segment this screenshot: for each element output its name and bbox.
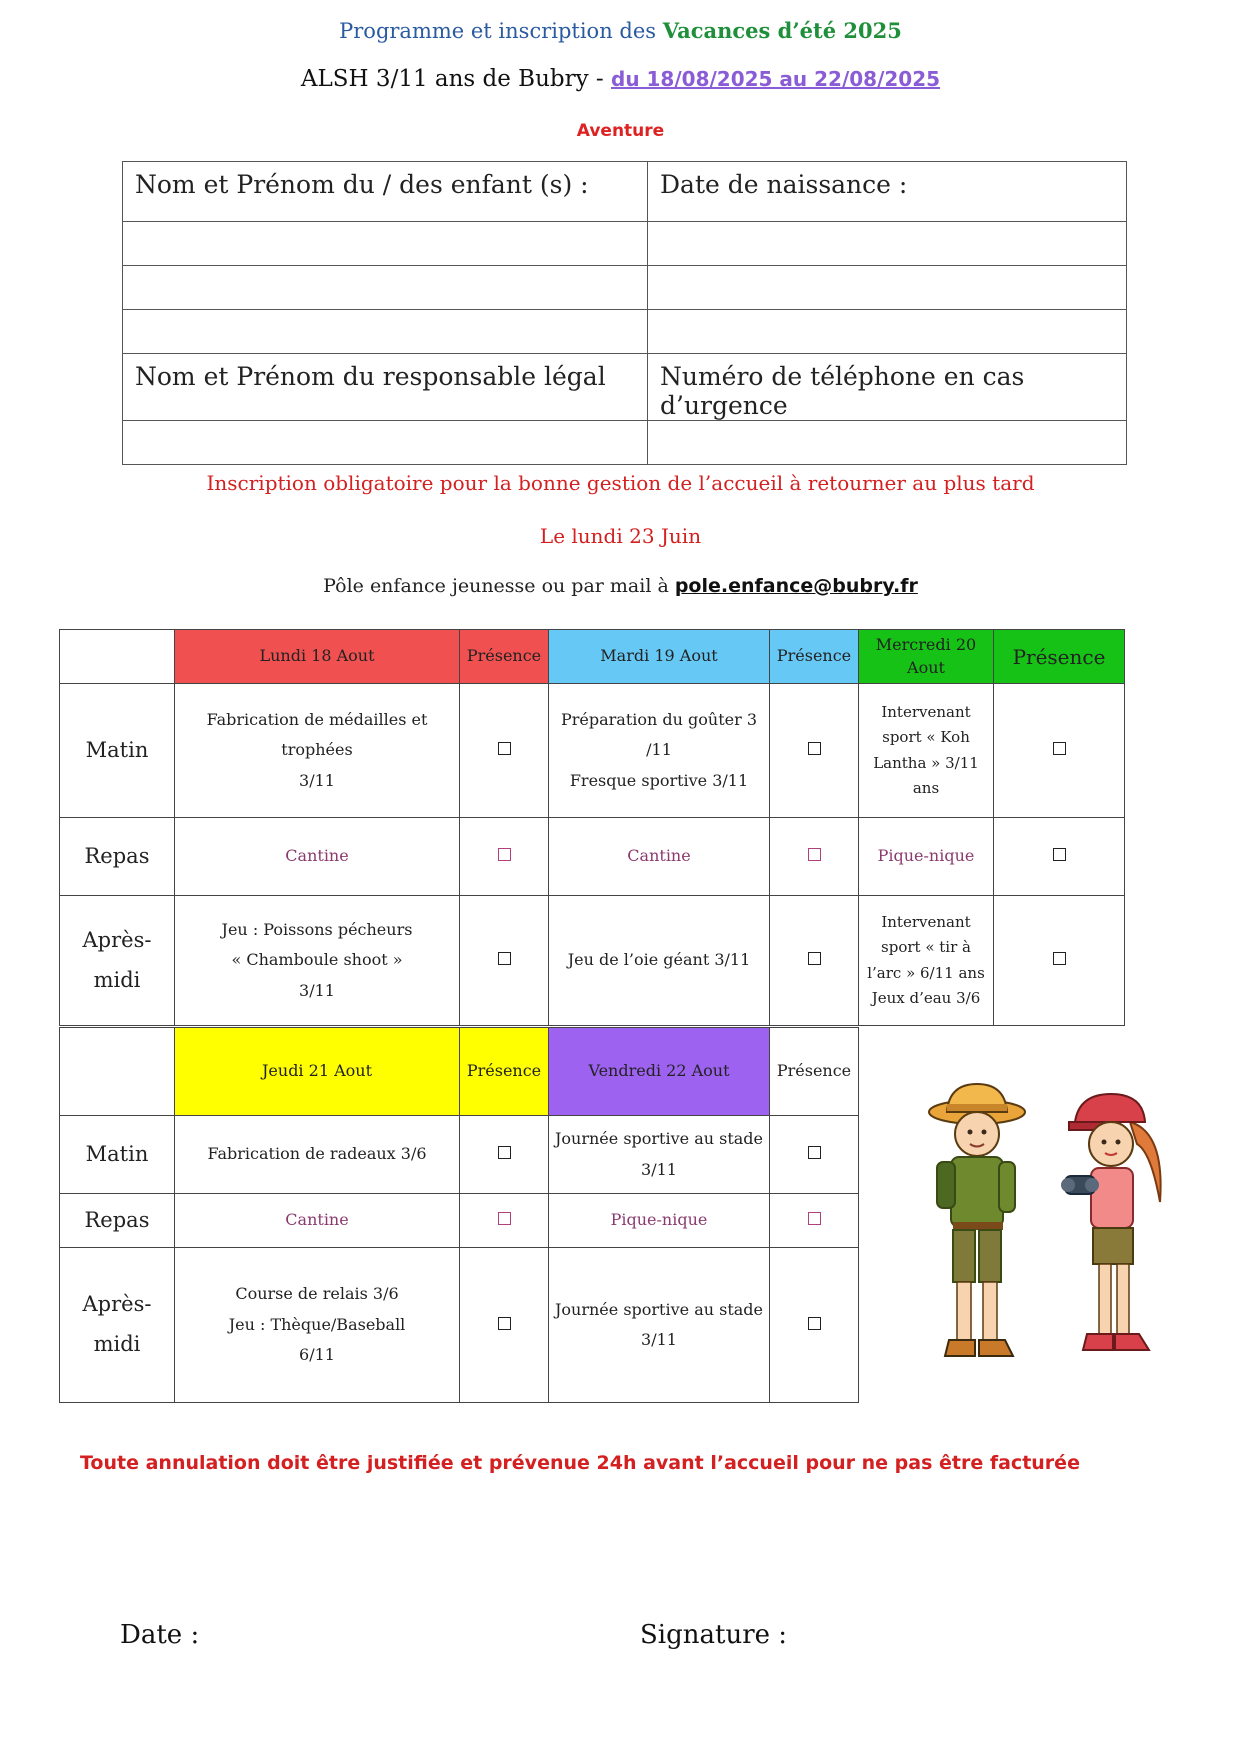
activity-line: 3/11 [299, 980, 335, 1000]
presence-cell [770, 896, 859, 1026]
presence-header: Présence [770, 630, 859, 684]
birth-date-label: Date de naissance : [648, 162, 1127, 222]
activity-line: « Chamboule shoot » [231, 950, 403, 970]
guardian-name-label: Nom et Prénom du responsable légal [123, 354, 648, 421]
presence-cell [460, 896, 549, 1026]
activity-cell [175, 684, 460, 818]
activity-cell [175, 1116, 460, 1194]
activity-line: Jeu de l’oie géant 3/11 [567, 950, 751, 970]
registration-deadline: Le lundi 23 Juin [539, 524, 702, 548]
lunch-cell: Cantine [175, 818, 460, 896]
presence-cell [770, 1194, 859, 1248]
child-name-field[interactable] [123, 266, 648, 310]
activity-line: Jeu : Thèque/Baseball [228, 1314, 406, 1334]
presence-checkbox[interactable] [498, 1317, 511, 1330]
lunch-cell: Cantine [175, 1194, 460, 1248]
birth-date-field[interactable] [648, 222, 1127, 266]
presence-cell [770, 684, 859, 818]
activity-cell [549, 684, 770, 818]
activity-cell [175, 1248, 460, 1403]
period-afternoon: Après-midi [60, 896, 175, 1026]
lunch-cell: Pique-nique [549, 1194, 770, 1248]
contact-line [0, 575, 1241, 597]
presence-checkbox[interactable] [498, 1146, 511, 1159]
title-highlight: Vacances d’été 2025 [662, 18, 902, 43]
presence-cell [770, 1248, 859, 1403]
birth-date-field[interactable] [648, 310, 1127, 354]
identity-table [122, 161, 1127, 465]
theme-label: Aventure [576, 121, 665, 141]
presence-checkbox[interactable] [1053, 848, 1066, 861]
period-afternoon: Après-midi [60, 1248, 175, 1403]
subtitle-text: ALSH 3/11 ans de Bubry - [300, 66, 604, 92]
activity-line: Journée sportive au stade [554, 1129, 764, 1149]
guardian-name-field[interactable] [123, 421, 648, 465]
activity-line: Intervenant sport « Koh Lantha » 3/11 ans [873, 702, 979, 797]
presence-cell [770, 818, 859, 896]
presence-cell [460, 818, 549, 896]
activity-line: Fabrication de médailles et trophées [206, 709, 428, 760]
period-lunch: Repas [60, 1194, 175, 1248]
activity-line: Jeux d’eau 3/6 [871, 989, 981, 1007]
activity-cell [859, 684, 994, 818]
period-lunch: Repas [60, 818, 175, 896]
activity-cell [549, 896, 770, 1026]
activity-cell [175, 896, 460, 1026]
presence-cell [994, 684, 1125, 818]
activity-cell [549, 1116, 770, 1194]
presence-cell [994, 818, 1125, 896]
activity-cell [549, 1248, 770, 1403]
corner-cell [60, 630, 175, 684]
activity-line: 3/11 [299, 770, 335, 790]
activity-line: Préparation du goûter 3 /11 [560, 709, 758, 760]
activity-line: Intervenant sport « tir à l’arc » 6/11 ans [867, 912, 985, 982]
presence-checkbox[interactable] [808, 848, 821, 861]
title-prefix: Programme et inscription des [339, 19, 657, 43]
children-name-label: Nom et Prénom du / des enfant (s) : [123, 162, 648, 222]
activity-line: Fabrication de radeaux 3/6 [207, 1144, 427, 1164]
explorer-kids-illustration [915, 1082, 1185, 1408]
birth-date-field[interactable] [648, 266, 1127, 310]
signature-label: Signature : [640, 1620, 788, 1650]
period-morning: Matin [60, 1116, 175, 1194]
document-subtitle [0, 66, 1241, 92]
presence-cell [460, 684, 549, 818]
document-title [0, 18, 1241, 43]
presence-header: Présence [460, 630, 549, 684]
activity-line: Fresque sportive 3/11 [569, 770, 749, 790]
day-header-friday: Vendredi 22 Aout [549, 1028, 770, 1116]
corner-cell [60, 1028, 175, 1116]
presence-checkbox[interactable] [808, 742, 821, 755]
activity-line: 3/11 [641, 1159, 677, 1179]
activity-line: 3/11 [641, 1330, 677, 1349]
day-header-wednesday: Mercredi 20 Aout [859, 630, 994, 684]
child-name-field[interactable] [123, 310, 648, 354]
presence-checkbox[interactable] [808, 952, 821, 965]
contact-text: Pôle enfance jeunesse ou par mail à [323, 575, 669, 597]
registration-notice: Inscription obligatoire pour la bonne gestion de l’accueil à retourner au plus tard [206, 471, 1035, 495]
schedule-week-1 [59, 629, 1125, 1026]
schedule-week-2 [59, 1027, 859, 1403]
date-label: Date : [120, 1620, 200, 1650]
cancellation-notice: Toute annulation doit être justifiée et prévenue 24h avant l’accueil pour ne pas être facturée [80, 1452, 1080, 1474]
presence-checkbox[interactable] [498, 1212, 511, 1225]
emergency-phone-field[interactable] [648, 421, 1127, 465]
presence-cell [994, 896, 1125, 1026]
day-header-tuesday: Mardi 19 Aout [549, 630, 770, 684]
activity-line: Jeu : Poissons pécheurs [221, 919, 413, 939]
presence-checkbox[interactable] [498, 742, 511, 755]
day-header-monday: Lundi 18 Aout [175, 630, 460, 684]
child-name-field[interactable] [123, 222, 648, 266]
period-morning: Matin [60, 684, 175, 818]
presence-header: Présence [770, 1028, 859, 1116]
date-range: du 18/08/2025 au 22/08/2025 [611, 67, 941, 91]
presence-checkbox[interactable] [808, 1212, 821, 1225]
presence-header: Présence [994, 630, 1125, 684]
activity-cell [859, 896, 994, 1026]
presence-cell [770, 1116, 859, 1194]
presence-cell [460, 1116, 549, 1194]
presence-checkbox[interactable] [1053, 952, 1066, 965]
activity-line: Journée sportive au stade [554, 1299, 764, 1319]
presence-cell [460, 1248, 549, 1403]
presence-header: Présence [460, 1028, 549, 1116]
contact-email-link[interactable]: pole.enfance@bubry.fr [674, 575, 918, 597]
presence-checkbox[interactable] [498, 952, 511, 965]
activity-line: 6/11 [299, 1345, 335, 1365]
explorer-boy-figure [929, 1084, 1025, 1356]
explorer-girl-figure [1061, 1094, 1161, 1350]
presence-cell [460, 1194, 549, 1248]
presence-checkbox[interactable] [808, 1317, 821, 1330]
presence-checkbox[interactable] [1053, 742, 1066, 755]
presence-checkbox[interactable] [808, 1146, 821, 1159]
presence-checkbox[interactable] [498, 848, 511, 861]
emergency-phone-label: Numéro de téléphone en cas d’urgence [648, 354, 1127, 421]
day-header-thursday: Jeudi 21 Aout [175, 1028, 460, 1116]
activity-line: Course de relais 3/6 [235, 1284, 399, 1304]
lunch-cell: Pique-nique [859, 818, 994, 896]
lunch-cell: Cantine [549, 818, 770, 896]
